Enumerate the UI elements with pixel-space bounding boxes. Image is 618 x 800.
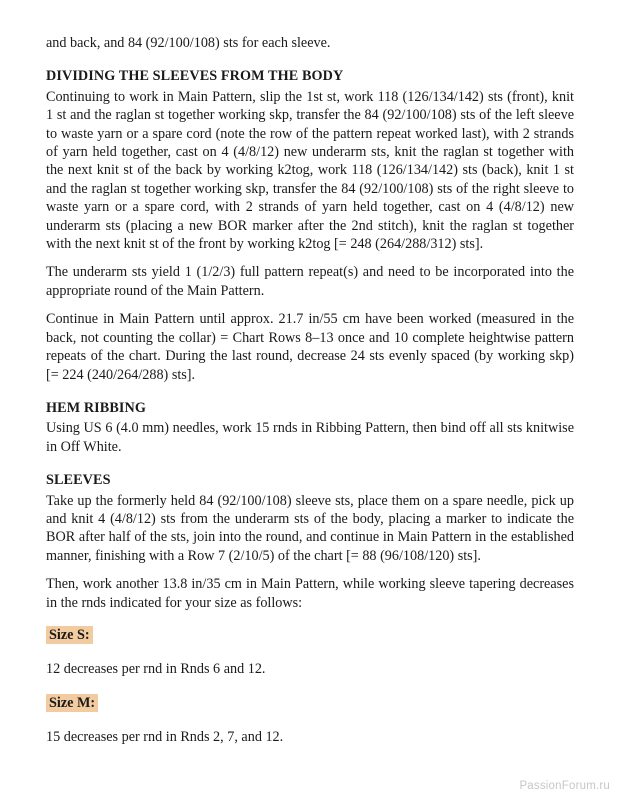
sleeves-paragraph-2: Then, work another 13.8 in/35 cm in Main Pattern, while working sleeve tapering decreases in the rnds indicated for your size as follows:	[46, 576, 574, 611]
document-page	[46, 34, 574, 747]
intro-paragraph: and back, and 84 (92/100/108) sts for each sleeve.	[46, 35, 331, 51]
section-heading-sleeves: SLEEVES	[46, 472, 111, 489]
dividing-paragraph-2: The underarm sts yield 1 (1/2/3) full pattern repeat(s) and need to be incorporated into the appropriate round of the Main Pattern.	[46, 264, 574, 299]
watermark: PassionForum.ru	[519, 780, 610, 792]
size-label-s: Size S:	[46, 626, 93, 644]
size-text-m: 15 decreases per rnd in Rnds 2, 7, and 12.	[46, 729, 284, 746]
section-heading-hem-ribbing: HEM RIBBING	[46, 399, 147, 416]
section-heading-dividing: DIVIDING THE SLEEVES FROM THE BODY	[46, 68, 344, 85]
size-text-s: 12 decreases per rnd in Rnds 6 and 12.	[46, 661, 266, 678]
dividing-paragraph-1: Continuing to work in Main Pattern, slip the 1st st, work 118 (126/134/142) sts (front), knit 1 st and the raglan st together working skp, transfer the 84 (92/100/108) sts of the left sleeve to waste yarn or a spare cord (note the row of the pattern repeat worked last), with 2 strands of yarn held together, cast on 4 (4/8/12) new underarm sts, knit the raglan st together with the next knit st of the back by working k2tog, work 118 (126/134/142) sts (back), knit 1 st and the raglan st together working skp, transfer the 84 (92/100/108) sts of the right sleeve to waste yarn or a spare cord, with 2 strands of yarn held together, cast on 4 (4/8/12) new underarm sts (placing a new BOR marker after the 2nd stitch), knit the raglan st together with the next knit st of the front by working k2tog [= 248 (264/288/312) sts].	[46, 88, 574, 253]
size-block-m	[46, 694, 574, 747]
size-label-m: Size M:	[46, 694, 98, 712]
dividing-paragraph-3: Continue in Main Pattern until approx. 21.7 in/55 cm have been worked (measured in the back, not counting the collar) = Chart Rows 8–13 once and 10 complete heightwise pattern repeats of the chart. During the last round, decrease 24 sts evenly spaced (by working skp) [= 224 (240/264/288) sts].	[46, 311, 574, 383]
sleeves-paragraph-1: Take up the formerly held 84 (92/100/108) sleeve sts, place them on a spare needle, pick up and knit 4 (4/8/12) sts from the underarm sts of the body, placing a marker to indicate the BOR after half of the sts, join into the round, and continue in Main Pattern in the established manner, finishing with a Row 7 (2/10/5) of the chart [= 88 (96/108/120) sts].	[46, 492, 574, 564]
size-block-s	[46, 626, 574, 679]
hem-paragraph-1: Using US 6 (4.0 mm) needles, work 15 rnds in Ribbing Pattern, then bind off all sts knitwise in Off White.	[46, 420, 574, 455]
